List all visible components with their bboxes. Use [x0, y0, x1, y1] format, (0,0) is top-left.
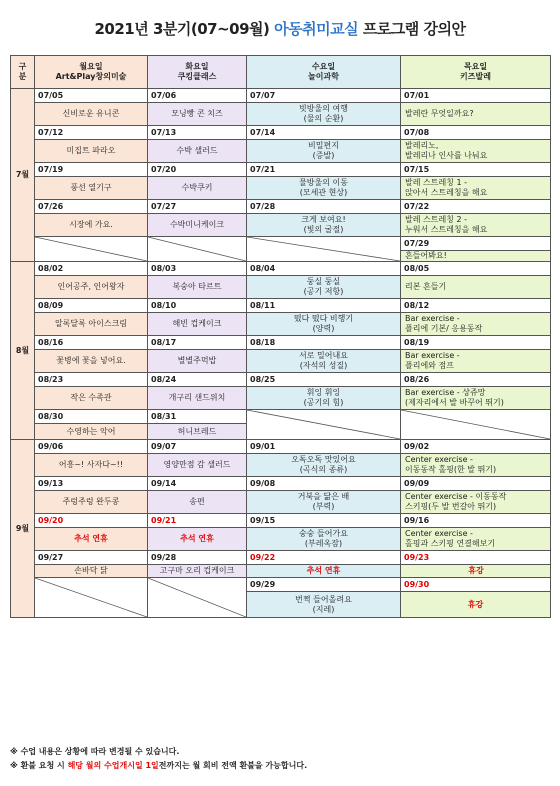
empty-cell-tue [148, 237, 247, 262]
july-week-3-dates [11, 200, 551, 214]
date-cell: 09/16 [401, 514, 551, 528]
date-cell: 07/28 [247, 200, 401, 214]
activity-cell: 송편 [148, 491, 247, 514]
activity-cell: 떴다 떴다 비행기 (양력) [247, 313, 401, 336]
activity-cell: 추석 연휴 [247, 565, 401, 578]
month-label-july: 7월 [11, 89, 35, 262]
activity-cell: 작은 수족관 [35, 387, 148, 410]
activity-cell: Bar exercise - 상쥬망 (제자리에서 발 바꾸어 뛰기) [401, 387, 551, 410]
date-cell: 07/19 [35, 163, 148, 177]
date-cell: 09/02 [401, 440, 551, 454]
month-label-september: 9월 [11, 440, 35, 618]
activity-cell: 고구마 오리 컵케이크 [148, 565, 247, 578]
date-cell: 07/20 [148, 163, 247, 177]
date-cell: 09/07 [148, 440, 247, 454]
activity-cell: 비밀편지 (증발) [247, 140, 401, 163]
date-cell: 08/11 [247, 299, 401, 313]
diagonal-line [247, 237, 400, 261]
august-week-1-acts [11, 313, 551, 336]
date-cell: 09/23 [401, 551, 551, 565]
date-cell: 09/28 [148, 551, 247, 565]
september-week-3-dates [11, 551, 551, 565]
september-week-0-acts [11, 454, 551, 477]
date-cell: 08/26 [401, 373, 551, 387]
activity-cell: 해빈 컵케이크 [148, 313, 247, 336]
activity-cell: 영양만점 감 샐러드 [148, 454, 247, 477]
activity-cell: 주렁주렁 완두콩 [35, 491, 148, 514]
activity-cell: 흔들어봐요! [401, 251, 551, 262]
august-week-1-dates [11, 299, 551, 313]
date-cell: 08/05 [401, 262, 551, 276]
date-cell: 09/09 [401, 477, 551, 491]
date-cell: 09/30 [401, 578, 551, 592]
date-cell: 09/29 [247, 578, 401, 592]
date-cell: 08/02 [35, 262, 148, 276]
header-tuesday-class: 쿠킹클래스 [177, 72, 217, 81]
september-week-0-dates [11, 440, 551, 454]
activity-cell: 시장에 가요. [35, 214, 148, 237]
activity-cell: 발레 스트레칭 1 - 앉아서 스트레칭을 해요 [401, 177, 551, 200]
date-cell: 09/08 [247, 477, 401, 491]
date-cell: 07/01 [401, 89, 551, 103]
note-refund-a: ※ 환불 요청 시 [10, 761, 68, 770]
title-prefix: 2021년 3분기(07~09월) [94, 20, 270, 38]
september-week-4-dates [11, 578, 551, 592]
activity-cell: 휴강 [401, 592, 551, 618]
header-monday-class: Art&Play창의미술 [55, 72, 127, 81]
activity-cell: 풍선 열기구 [35, 177, 148, 200]
date-cell: 09/27 [35, 551, 148, 565]
activity-cell: Bar exercise - 플리에 기본/ 응용동작 [401, 313, 551, 336]
activity-cell: Center exercise - 이동동작 스키핑(두 발 번갈아 뛰기) [401, 491, 551, 514]
activity-cell: 어흥~! 사자다~!! [35, 454, 148, 477]
september-week-2-acts [11, 528, 551, 551]
date-cell: 08/24 [148, 373, 247, 387]
note-refund [10, 759, 307, 773]
date-cell: 07/26 [35, 200, 148, 214]
activity-cell: 개구리 샌드위치 [148, 387, 247, 410]
july-week-1-acts [11, 140, 551, 163]
activity-cell: 추석 연휴 [35, 528, 148, 551]
july-week-2-dates [11, 163, 551, 177]
date-cell: 09/21 [148, 514, 247, 528]
activity-cell: Center exercise - 홀핑과 스키핑 연결해보기 [401, 528, 551, 551]
date-cell: 09/20 [35, 514, 148, 528]
activity-cell: 물방울의 이동 (모세관 현상) [247, 177, 401, 200]
schedule-table [10, 55, 551, 618]
august-week-3-dates [11, 373, 551, 387]
activity-cell: 복숭아 타르트 [148, 276, 247, 299]
activity-cell: 둥실 둥실 (공기 저항) [247, 276, 401, 299]
date-cell: 09/13 [35, 477, 148, 491]
date-cell: 09/15 [247, 514, 401, 528]
header-tuesday [148, 56, 247, 89]
date-cell: 08/30 [35, 410, 148, 424]
activity-cell: 수영하는 악어 [35, 424, 148, 440]
date-cell: 07/13 [148, 126, 247, 140]
header-gubun: 구 분 [11, 56, 35, 89]
date-cell: 08/16 [35, 336, 148, 350]
activity-cell: 발레 스트레칭 2 - 누워서 스트레칭을 해요 [401, 214, 551, 237]
date-cell: 08/18 [247, 336, 401, 350]
activity-cell: 알록달록 아이스크림 [35, 313, 148, 336]
header-wednesday-day: 수요일 [311, 62, 336, 71]
activity-cell: 신비로운 유니콘 [35, 103, 148, 126]
diagonal-line [148, 578, 246, 617]
activity-cell: 수박미니케이크 [148, 214, 247, 237]
header-thursday-class: 키즈발레 [460, 72, 491, 81]
note-refund-c: 전까지는 월 회비 전액 환불을 가능합니다. [158, 761, 308, 770]
header-row [11, 56, 551, 89]
july-week-2-acts [11, 177, 551, 200]
diagonal-line [35, 578, 147, 617]
diagonal-line [35, 237, 147, 261]
activity-cell: 허니브레드 [148, 424, 247, 440]
date-cell: 08/17 [148, 336, 247, 350]
diagonal-line [148, 237, 246, 261]
date-cell: 07/21 [247, 163, 401, 177]
activity-cell: 인어공주, 인어왕자 [35, 276, 148, 299]
activity-cell: 리본 흔들기 [401, 276, 551, 299]
activity-cell: 미집트 파라오 [35, 140, 148, 163]
empty-cell-tue [148, 578, 247, 618]
date-cell: 07/14 [247, 126, 401, 140]
august-week-0-dates [11, 262, 551, 276]
activity-cell: 오독오독 맛있어요 (곡식의 종류) [247, 454, 401, 477]
date-cell: 08/03 [148, 262, 247, 276]
header-tuesday-day: 화요일 [185, 62, 209, 71]
empty-cell-wed [247, 410, 401, 440]
activity-cell: 빗방울의 여행 (물의 순환) [247, 103, 401, 126]
activity-cell: 크게 보여요! (빛의 굴절) [247, 214, 401, 237]
date-cell: 07/27 [148, 200, 247, 214]
title-suffix: 프로그램 강의안 [362, 20, 466, 38]
header-monday-day: 월요일 [79, 62, 103, 71]
date-cell: 07/29 [401, 237, 551, 251]
activity-cell: 발레란 무엇일까요? [401, 103, 551, 126]
header-thursday-day: 목요일 [463, 62, 488, 71]
august-week-2-dates [11, 336, 551, 350]
date-cell: 09/01 [247, 440, 401, 454]
activity-cell: Center exercise - 이동동작 홀핑(한 발 뛰기) [401, 454, 551, 477]
header-monday [35, 56, 148, 89]
month-label-august: 8월 [11, 262, 35, 440]
activity-cell: Bar exercise - 플리에와 점프 [401, 350, 551, 373]
date-cell: 09/22 [247, 551, 401, 565]
august-week-2-acts [11, 350, 551, 373]
header-wednesday [247, 56, 401, 89]
diagonal-line [401, 410, 550, 439]
date-cell: 07/22 [401, 200, 551, 214]
date-cell: 07/05 [35, 89, 148, 103]
header-thursday [401, 56, 551, 89]
empty-cell-wed [247, 237, 401, 262]
july-week-0-dates [11, 89, 551, 103]
activity-cell: 수박쿠키 [148, 177, 247, 200]
date-cell: 08/19 [401, 336, 551, 350]
activity-cell: 별별주먹밥 [148, 350, 247, 373]
note-change: ※ 수업 내용은 상황에 따라 변경될 수 있습니다. [10, 747, 180, 756]
august-week-4-dates [11, 410, 551, 424]
date-cell: 07/08 [401, 126, 551, 140]
august-week-0-acts [11, 276, 551, 299]
activity-cell: 꽃병에 꽃을 넣어요. [35, 350, 148, 373]
july-week-3-acts [11, 214, 551, 237]
date-cell: 08/23 [35, 373, 148, 387]
activity-cell: 숭숭 들어가요 (부레옥잠) [247, 528, 401, 551]
september-week-3-acts [11, 565, 551, 578]
activity-cell: 서로 밀어내요 (자석의 성질) [247, 350, 401, 373]
header-wednesday-class: 놀이과학 [308, 72, 339, 81]
date-cell: 08/10 [148, 299, 247, 313]
diagonal-line [247, 410, 400, 439]
activity-cell: 추석 연휴 [148, 528, 247, 551]
august-week-3-acts [11, 387, 551, 410]
activity-cell: 수박 샐러드 [148, 140, 247, 163]
date-cell: 07/07 [247, 89, 401, 103]
date-cell: 08/09 [35, 299, 148, 313]
july-week-1-dates [11, 126, 551, 140]
date-cell: 08/04 [247, 262, 401, 276]
date-cell: 07/06 [148, 89, 247, 103]
notes [10, 745, 307, 773]
september-week-2-dates [11, 514, 551, 528]
july-extra-date-row [11, 237, 551, 251]
date-cell: 09/14 [148, 477, 247, 491]
activity-cell: 손바닥 닭 [35, 565, 148, 578]
empty-cell-mon [35, 237, 148, 262]
title-highlight: 아동취미교실 [274, 20, 359, 38]
september-week-1-acts [11, 491, 551, 514]
july-week-0-acts [11, 103, 551, 126]
note-refund-b: 해당 월의 수업개시일 1일 [67, 761, 159, 770]
date-cell: 07/15 [401, 163, 551, 177]
activity-cell: 모닝빵 콘 치즈 [148, 103, 247, 126]
date-cell: 08/25 [247, 373, 401, 387]
date-cell: 07/12 [35, 126, 148, 140]
activity-cell: 발레리노, 발레리나 인사를 나눠요 [401, 140, 551, 163]
activity-cell: 휘잉 휘잉 (공기의 힘) [247, 387, 401, 410]
date-cell: 09/06 [35, 440, 148, 454]
page-title [0, 18, 560, 39]
empty-cell-mon [35, 578, 148, 618]
activity-cell: 거북을 닮은 배 (부력) [247, 491, 401, 514]
activity-cell: 번쩍 들어올려요 (지레) [247, 592, 401, 618]
september-week-1-dates [11, 477, 551, 491]
empty-cell-thu [401, 410, 551, 440]
activity-cell: 휴강 [401, 565, 551, 578]
date-cell: 08/12 [401, 299, 551, 313]
date-cell: 08/31 [148, 410, 247, 424]
schedule-body [11, 89, 551, 618]
